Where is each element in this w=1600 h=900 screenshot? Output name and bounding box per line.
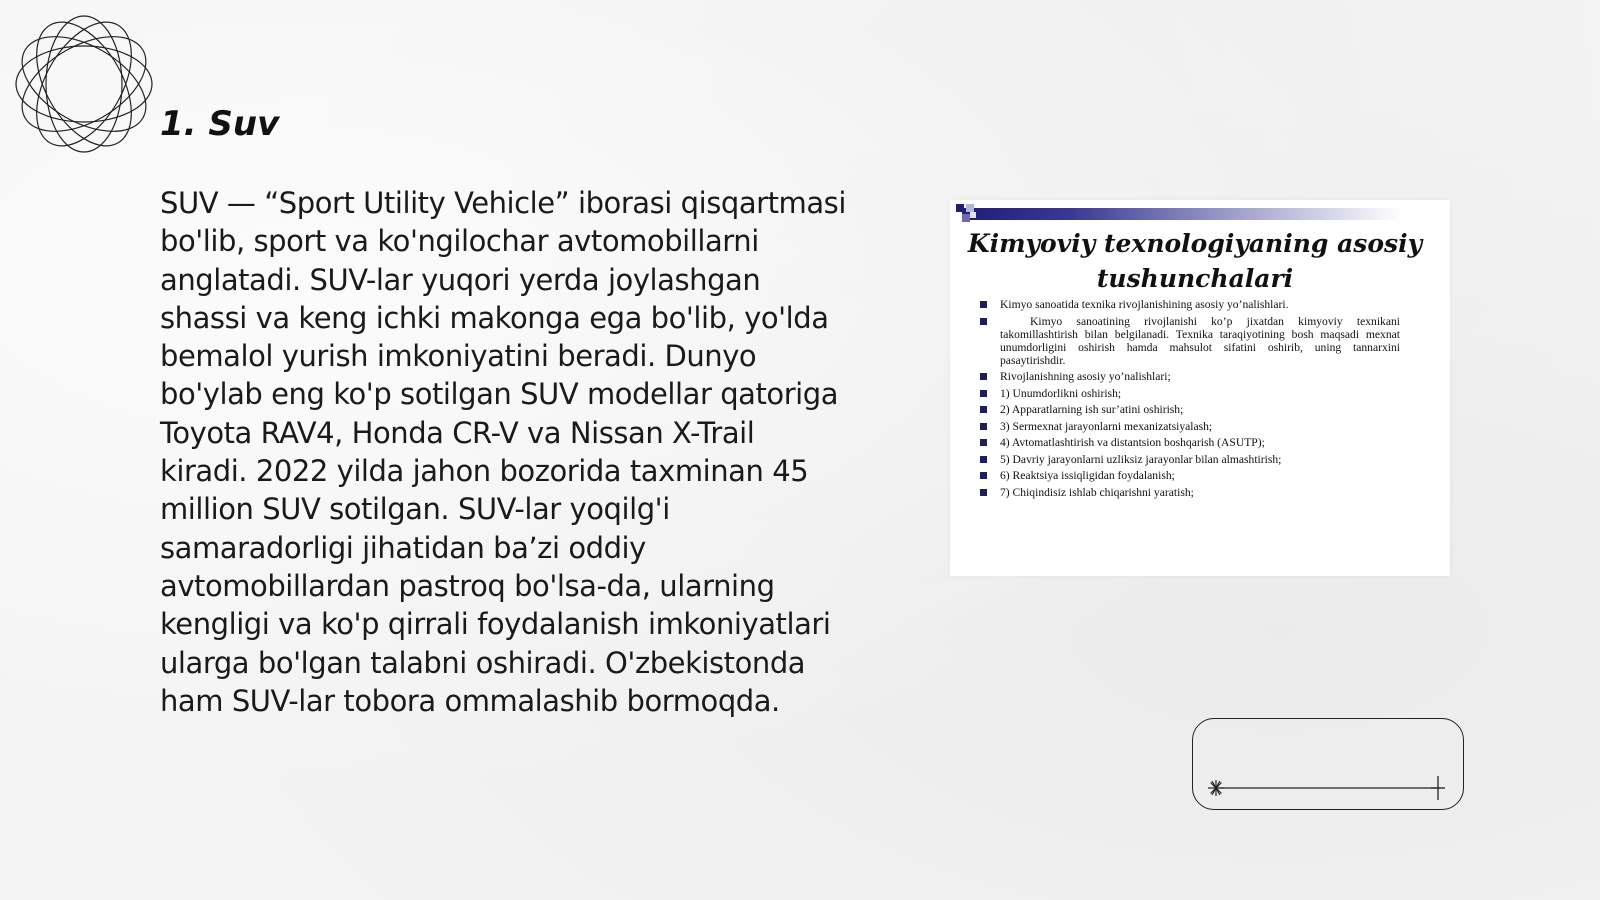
inset-title: Kimyoviy texnologiyaning asosiy tushunchalari <box>967 229 1423 293</box>
decorative-line <box>1192 760 1464 810</box>
inset-bullet-item: Kimyo sanoatida texnika rivojlanishining asosiy yo’nalishlari. <box>980 298 1400 312</box>
circular-petal-logo <box>10 10 158 158</box>
inset-bullet-list <box>980 298 1400 502</box>
inset-deco-square <box>970 212 976 218</box>
plus-icon <box>1431 776 1445 800</box>
slide-title: 1. Suv <box>160 104 280 144</box>
inset-bullet-item: 5) Davriy jarayonlarni uzliksiz jarayonlar bilan almashtirish; <box>980 453 1400 467</box>
inset-bullet-item: 2) Apparatlarning ish sur’atini oshirish; <box>980 403 1400 417</box>
inset-bullet-item: 1) Unumdorlikni oshirish; <box>980 387 1400 401</box>
inset-header-bar <box>962 208 1402 220</box>
inset-bullet-item: Rivojlanishning asosiy yo’nalishlari; <box>980 370 1400 384</box>
sparkle-icon <box>1208 780 1224 796</box>
inset-deco-square <box>956 204 964 212</box>
inset-deco-square <box>966 204 974 212</box>
inset-deco-square <box>962 214 970 222</box>
inset-bullet-item: 7) Chiqindisiz ishlab chiqarishni yaratish; <box>980 486 1400 500</box>
inset-bullet-item: Kimyo sanoatining rivojlanishi ko’p jixatdan kimyoviy texnikani takomillashtirish bilan belgilanadi. Texnika taraqiyotining bosh maqsadi mexnat unumdorligini oshirish hamda mahsulot sifatini oshirib, uning tannarxini pasaytirishdir. <box>980 315 1400 368</box>
inset-bullet-item: 4) Avtomatlashtirish va distantsion boshqarish (ASUTP); <box>980 436 1400 450</box>
inset-bullet-item: 3) Sermexnat jarayonlarni mexanizatsiyalash; <box>980 420 1400 434</box>
inset-bullet-item: 6) Reaktsiya issiqligidan foydalanish; <box>980 469 1400 483</box>
inset-slide-image <box>950 200 1450 576</box>
slide-body-text: SUV — “Sport Utility Vehicle” iborasi qisqartmasi bo'lib, sport va ko'ngilochar avtomobillarni anglatadi. SUV-lar yuqori yerda joylashgan shassi va keng ichki makonga ega bo'lib, yo'lda bemalol yurish imkoniyatini beradi. Dunyo bo'ylab eng ko'p sotilgan SUV modellar qatoriga Toyota RAV4, Honda CR-V va Nissan X-Trail kiradi. 2022 yilda jahon bozorida taxminan 45 million SUV sotilgan. SUV-lar yoqilg'i samaradorligi jihatidan ba’zi oddiy avtomobillardan pastroq bo'lsa-da, ularning kengligi va ko'p qirrali foydalanish imkoniyatlari ularga bo'lgan talabni oshiradi. O'zbekistonda ham SUV-lar tobora ommalashib bormoqda. <box>160 186 846 718</box>
